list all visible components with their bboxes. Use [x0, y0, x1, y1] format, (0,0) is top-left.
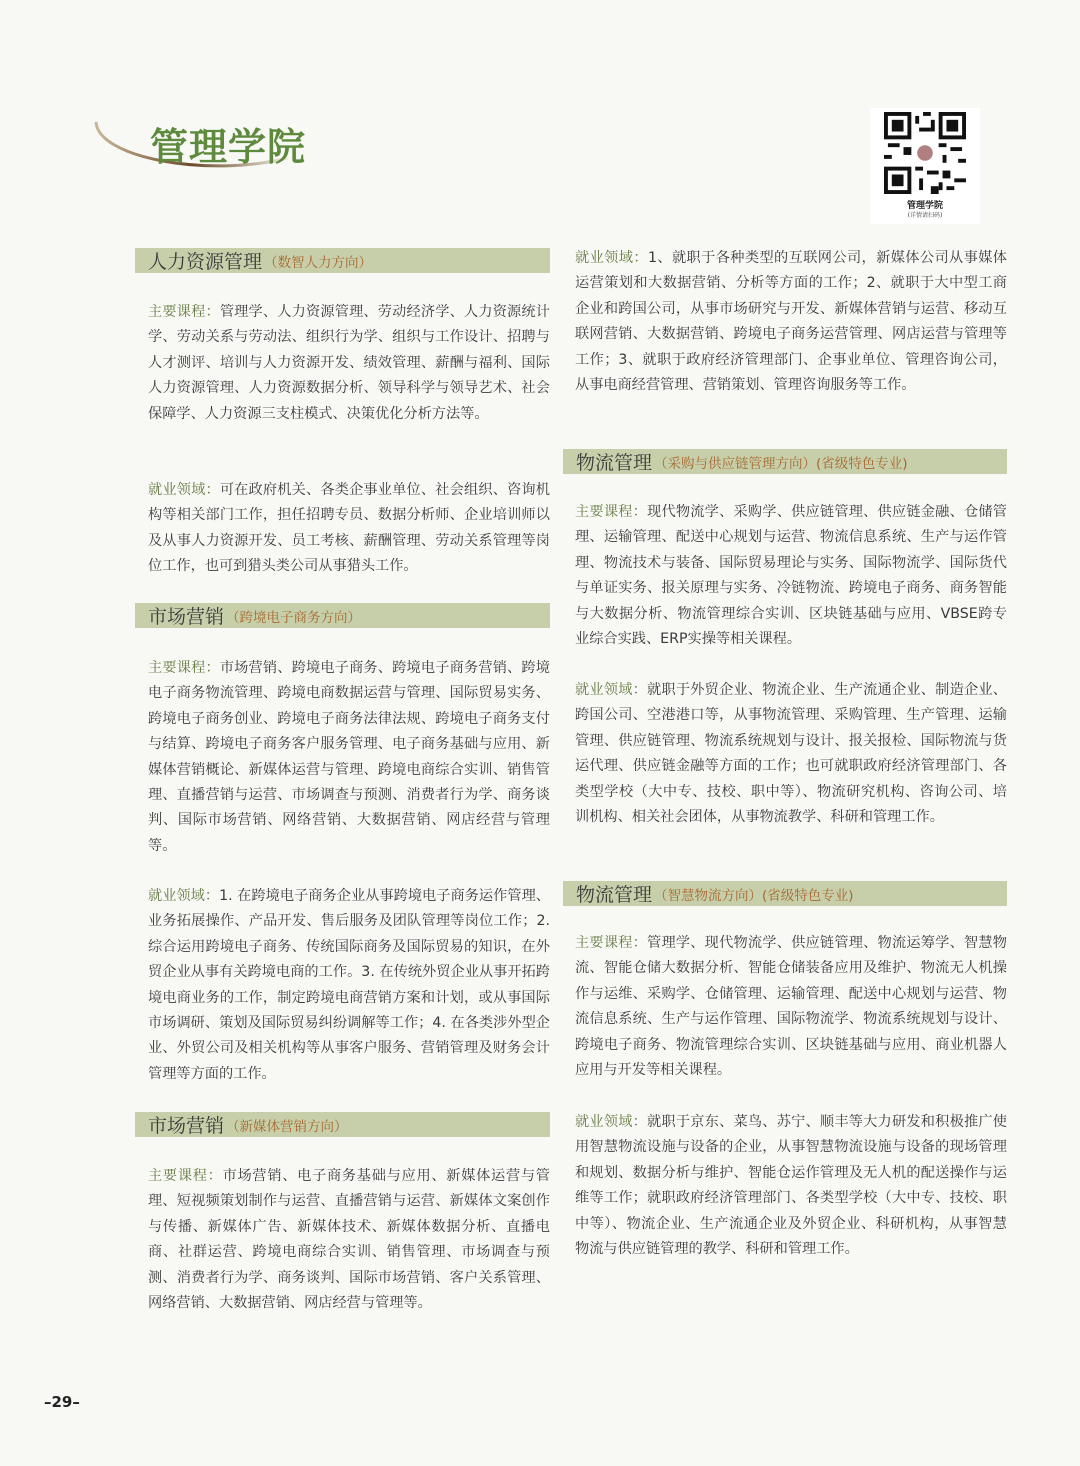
section-direction: （智慧物流方向）(省级特色专业)	[654, 887, 854, 904]
section-header-smart	[563, 881, 1007, 906]
jobs-text: 就职于京东、菜鸟、苏宁、顺丰等大力研发和积极推广使用智慧物流设施与设备的企业，从事智慧物流设施与设备的现场管理和规划、数据分析与维护、智能仓运作管理及无人机的配送操作与运维等工作；就职政府经济管理部门、各类型学校（大中专、技校、职中等）、物流企业、生产流通企业及外贸企业、科研机构，从事智慧物流与供应链管理的教学、科研和管理工作。	[575, 1114, 1007, 1258]
courses-text: 现代物流学、采购学、供应链管理、供应链金融、仓储管理、运输管理、配送中心规划与运营、物流信息系统、生产与运作管理、物流技术与装备、国际贸易理论与实务、国际物流学、国际货代与单证实务、报关原理与实务、冷链物流、跨境电子商务、商务智能与大数据分析、物流管理综合实训、区块链基础与应用、VBSE跨专业综合实践、ERP实操等相关课程。	[575, 504, 1007, 648]
cbec-jobs	[148, 884, 550, 1087]
section-name: 物流管理	[576, 452, 653, 474]
smart-jobs	[575, 1110, 1007, 1262]
section-header-scm	[563, 449, 1007, 474]
jobs-text: 1. 在跨境电子商务企业从事跨境电子商务运作管理、业务拓展操作、产品开发、售后服务及团队管理等岗位工作；2. 综合运用跨境电子商务、传统国际商务及国际贸易的知识，在外贸企业从事有关跨境电商的工作。3. 在传统外贸企业从事开拓跨境电商业务的工作，制定跨境电商营销方案和计划，或从事国际市场调研、策划及国际贸易纠纷调解等工作；4. 在各类涉外型企业、外贸公司及相关机构等从事客户服务、营销管理及财务会计管理等方面的工作。	[148, 888, 550, 1082]
jobs-label: 就业领域：	[575, 1114, 648, 1130]
jobs-label: 就业领域：	[575, 682, 648, 698]
courses-label: 主要课程：	[148, 304, 220, 320]
page-number: –29–	[44, 1393, 80, 1411]
jobs-text: 1、就职于各种类型的互联网公司，新媒体公司从事媒体运营策划和大数据营销、分析等方面的工作；2、就职于大中型工商企业和跨国公司，从事市场研究与开发、新媒体营销与运营、移动互联网营销、大数据营销、跨境电子商务运营管理、网店运营与管理等工作；3、就职于政府经济管理部门、企事业单位、管理咨询公司，从事电商经营管理、营销策划、管理咨询服务等工作。	[575, 250, 1007, 394]
section-header-newmedia	[135, 1112, 550, 1137]
page-title: 管理学院	[150, 124, 307, 169]
section-direction: （数智人力方向）	[264, 254, 373, 271]
qr-subcaption: (详情请扫码)	[907, 212, 943, 219]
courses-text: 管理学、现代物流学、供应链管理、物流运筹学、智慧物流、智能仓储大数据分析、智能仓储装备应用及维护、物流无人机操作与运维、采购学、仓储管理、运输管理、配送中心规划与运营、物流信息系统、生产与运作管理、国际物流学、物流系统规划与设计、跨境电子商务、物流管理综合实训、区块链基础与应用、商业机器人应用与开发等相关课程。	[575, 935, 1007, 1079]
courses-label: 主要课程：	[148, 1168, 223, 1184]
section-direction: （采购与供应链管理方向）(省级特色专业)	[654, 455, 908, 472]
qr-caption: 管理学院	[906, 201, 943, 211]
qr-code-icon	[884, 112, 966, 194]
hr-courses	[148, 300, 550, 427]
section-direction: （跨境电子商务方向）	[226, 609, 362, 626]
section-header-cbec	[135, 603, 550, 628]
scm-jobs	[575, 678, 1007, 830]
smart-courses	[575, 931, 1007, 1083]
newmedia-courses	[148, 1164, 550, 1316]
jobs-label: 就业领域：	[148, 888, 220, 904]
section-header-hr	[135, 248, 550, 273]
scm-courses	[575, 500, 1007, 652]
hr-jobs	[148, 478, 550, 580]
jobs-text: 就职于外贸企业、物流企业、生产流通企业、制造企业、跨国公司、空港港口等，从事物流管理、采购管理、生产管理、运输管理、供应链管理、物流系统规划与设计、报关报检、国际物流与货运代理、供应链金融等方面的工作；也可就职政府经济管理部门、各类型学校（大中专、技校、职中等）、物流研究机构、咨询公司、培训机构、相关社会团体，从事物流教学、科研和管理工作。	[575, 682, 1007, 826]
cbec-courses	[148, 656, 550, 859]
section-direction: （新媒体营销方向）	[226, 1118, 348, 1135]
jobs-label: 就业领域：	[575, 250, 648, 266]
jobs-label: 就业领域：	[148, 482, 220, 498]
courses-text: 管理学、人力资源管理、劳动经济学、人力资源统计学、劳动关系与劳动法、组织行为学、组织与工作设计、招聘与人才测评、培训与人力资源开发、绩效管理、薪酬与福利、国际人力资源管理、人力资源数据分析、领导科学与领导艺术、社会保障学、人力资源三支柱模式、决策优化分析方法等。	[148, 304, 550, 422]
courses-text: 市场营销、跨境电子商务、跨境电子商务营销、跨境电子商务物流管理、跨境电商数据运营与管理、国际贸易实务、跨境电子商务创业、跨境电子商务法律法规、跨境电子商务支付与结算、跨境电子商务客户服务管理、电子商务基础与应用、新媒体营销概论、新媒体运营与管理、跨境电商综合实训、销售管理、直播营销与运营、市场调查与预测、消费者行为学、商务谈判、国际市场营销、网络营销、大数据营销、网店经营与管理等。	[148, 660, 550, 854]
section-name: 市场营销	[148, 1115, 225, 1137]
courses-text: 市场营销、电子商务基础与应用、新媒体运营与管理、短视频策划制作与运营、直播营销与运营、新媒体文案创作与传播、新媒体广告、新媒体技术、新媒体数据分析、直播电商、社群运营、跨境电商综合实训、销售管理、市场调查与预测、消费者行为学、商务谈判、国际市场营销、客户关系管理、网络营销、大数据营销、网店经营与管理等。	[148, 1168, 550, 1312]
jobs-text: 可在政府机关、各类企事业单位、社会组织、咨询机构等相关部门工作，担任招聘专员、数据分析师、企业培训师以及从事人力资源开发、员工考核、薪酬管理、劳动关系管理等岗位工作，也可到猎头类公司从事猎头工作。	[148, 482, 550, 575]
section-name: 物流管理	[576, 884, 653, 906]
courses-label: 主要课程：	[148, 660, 220, 676]
courses-label: 主要课程：	[575, 504, 648, 520]
courses-label: 主要课程：	[575, 935, 648, 951]
newmedia-jobs	[575, 246, 1007, 398]
section-name: 市场营销	[148, 606, 225, 628]
section-name: 人力资源管理	[148, 251, 263, 273]
qr-code	[870, 108, 980, 224]
